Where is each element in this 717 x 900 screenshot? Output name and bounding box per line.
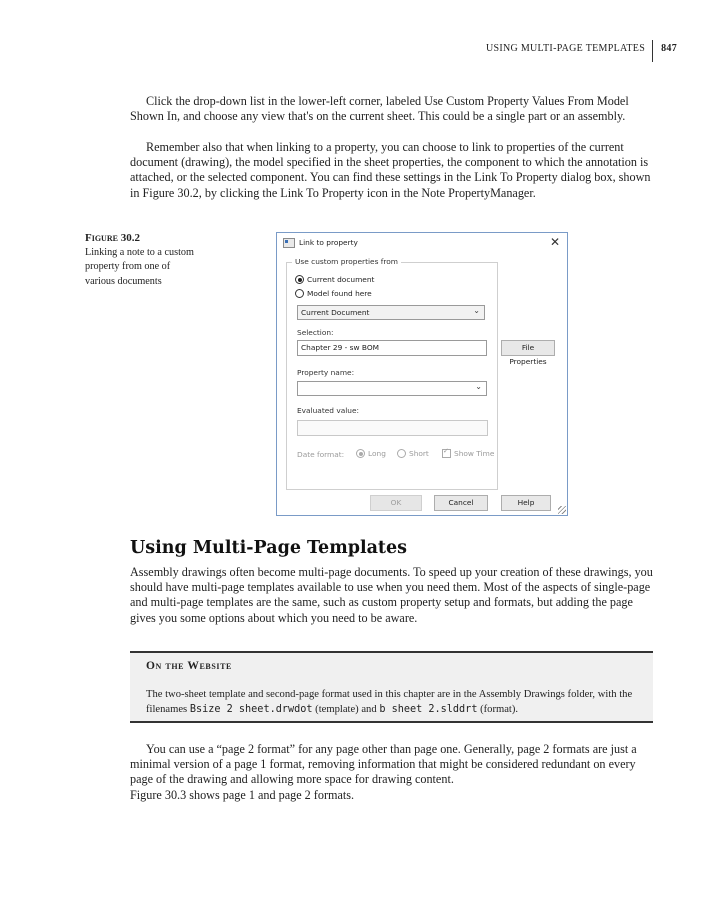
- figure-label: Figure 30.2: [85, 232, 140, 244]
- sidebar-text: [146, 687, 646, 717]
- page-number: 847: [661, 43, 677, 54]
- source-dropdown-value: Current Document: [301, 307, 370, 317]
- show-time-checkbox[interactable]: [442, 449, 494, 458]
- link-to-property-dialog: [276, 232, 568, 516]
- evaluated-value-field: [297, 420, 488, 436]
- close-icon[interactable]: ✕: [549, 235, 560, 249]
- format-filename: b sheet 2.slddrt: [379, 704, 478, 716]
- figure-caption-text: Linking a note to a custom property from one of various documents: [85, 246, 194, 287]
- date-format-label: Date format:: [297, 450, 345, 459]
- show-time-label: Show Time: [454, 449, 495, 458]
- date-short-label: Short: [409, 449, 429, 458]
- help-button[interactable]: Help: [501, 495, 551, 511]
- radio-unselected-icon: [397, 449, 406, 458]
- selection-label: Selection:: [297, 328, 334, 337]
- section-heading: Using Multi-Page Templates: [130, 538, 408, 558]
- resize-grip-icon[interactable]: [558, 506, 566, 514]
- figure-caption: [85, 231, 200, 289]
- evaluated-value-label: Evaluated value:: [297, 406, 360, 415]
- date-long-label: Long: [368, 449, 386, 458]
- template-filename: Bsize 2 sheet.drwdot: [189, 704, 313, 716]
- intro-paragraph-1: Click the drop-down list in the lower-left corner, labeled Use Custom Property Values From Model Shown In, and choose any view that's on the current sheet. This could be a single part or an assembly.: [130, 94, 629, 124]
- radio-unselected-icon: [295, 289, 304, 298]
- group-legend: Use custom properties from: [292, 257, 401, 266]
- running-header: [486, 40, 677, 62]
- source-dropdown[interactable]: [297, 305, 485, 320]
- running-title: USING MULTI-PAGE TEMPLATES: [486, 40, 653, 62]
- file-properties-button[interactable]: File Properties: [501, 340, 555, 356]
- chevron-down-icon: ⌄: [475, 382, 482, 391]
- sidebar-text-after: (format).: [480, 704, 519, 716]
- custom-properties-group: [286, 257, 498, 490]
- closing-paragraph: You can use a “page 2 format” for any page other than page one. Generally, page 2 formats are just a minimal version of a page 1 format, removing information that might be considered redundant on every page of the drawing and allowing more space for drawing content.: [130, 742, 637, 787]
- sidebar-title: On the Website: [146, 660, 232, 672]
- selection-value: Chapter 29 - sw BOM: [301, 342, 380, 352]
- dialog-title: Link to property: [299, 238, 358, 247]
- radio-date-short[interactable]: [397, 449, 429, 458]
- cancel-button[interactable]: Cancel: [434, 495, 488, 511]
- sidebar-text-before: The two-sheet template and second-page format used in this chapter are in the Assembly Drawings folder, with the filenames: [146, 689, 633, 716]
- radio-model-found-here[interactable]: [295, 289, 372, 298]
- window-app-icon: [283, 238, 295, 248]
- closing-last-line: Figure 30.3 shows page 1 and page 2 formats.: [130, 788, 355, 802]
- checkbox-icon: ✓: [442, 449, 451, 458]
- radio-current-document[interactable]: [295, 275, 374, 284]
- property-name-dropdown[interactable]: [297, 381, 487, 396]
- selection-field[interactable]: [297, 340, 487, 356]
- ok-button[interactable]: OK: [370, 495, 422, 511]
- radio-selected-icon: [356, 449, 365, 458]
- radio-current-label: Current document: [307, 275, 375, 284]
- section-paragraph: Assembly drawings often become multi-page documents. To speed up your creation of these drawings, you should have multi-page templates available to use when you need them. Most of the aspects of single-page and multi-page templates are the same, such as custom property setup and formats, but adding the page gives you some options about which you need to be aware.: [130, 565, 653, 625]
- sidebar-text-middle: (template) and: [315, 704, 377, 716]
- radio-selected-icon: [295, 275, 304, 284]
- radio-date-long[interactable]: [356, 449, 386, 458]
- property-name-label: Property name:: [297, 368, 355, 377]
- dialog-titlebar: [277, 233, 567, 253]
- radio-model-label: Model found here: [307, 289, 372, 298]
- chevron-down-icon: ⌄: [473, 306, 480, 315]
- intro-paragraph-2: Remember also that when linking to a property, you can choose to link to properties of the current document (drawing), the model specified in the sheet properties, the component to which the annotation is attached, or the selected component. You can find these settings in the Link To Property dialog box, shown in Figure 30.2, by clicking the Link To Property icon in the Note PropertyManager.: [130, 140, 651, 200]
- website-sidebar: [130, 651, 653, 723]
